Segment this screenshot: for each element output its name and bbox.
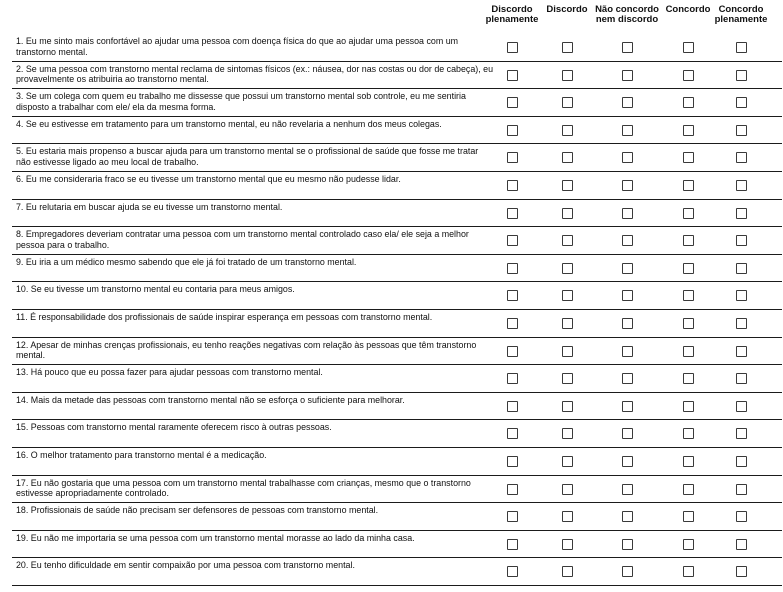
question-row <box>12 531 782 559</box>
answer-checkbox[interactable] <box>622 566 633 577</box>
question-row <box>12 144 782 172</box>
question-row <box>12 393 782 421</box>
answer-checkbox[interactable] <box>507 511 518 522</box>
answer-checkbox[interactable] <box>736 235 747 246</box>
question-row <box>12 420 782 448</box>
answer-checkbox[interactable] <box>736 318 747 329</box>
question-row <box>12 503 782 531</box>
answer-checkbox[interactable] <box>562 456 573 467</box>
answer-checkbox[interactable] <box>683 97 694 108</box>
answer-checkbox[interactable] <box>622 511 633 522</box>
answer-checkbox[interactable] <box>622 373 633 384</box>
answer-checkbox[interactable] <box>622 263 633 274</box>
question-list <box>12 34 782 586</box>
answer-checkbox[interactable] <box>736 263 747 274</box>
column-header: Não concordo nem discordo <box>595 4 659 25</box>
answer-checkbox[interactable] <box>622 97 633 108</box>
answer-checkbox[interactable] <box>507 539 518 550</box>
answer-checkbox[interactable] <box>736 97 747 108</box>
column-header: Concordo plenamente <box>714 4 768 25</box>
answer-checkbox[interactable] <box>562 346 573 357</box>
answer-checkbox[interactable] <box>736 428 747 439</box>
answer-checkbox[interactable] <box>622 125 633 136</box>
answer-checkbox[interactable] <box>507 290 518 301</box>
answer-checkbox[interactable] <box>562 428 573 439</box>
question-text: 2. Se uma pessoa com transtorno mental reclama de sintomas físicos (ex.: náusea, dor nas costas ou dor de cabeça), eu provavelmente os atribuiria ao transtorno mental. <box>16 63 494 85</box>
answer-checkbox[interactable] <box>507 346 518 357</box>
answer-checkbox[interactable] <box>622 42 633 53</box>
answer-checkbox[interactable] <box>622 70 633 81</box>
answer-checkbox[interactable] <box>683 373 694 384</box>
question-row <box>12 365 782 393</box>
answer-checkbox[interactable] <box>736 346 747 357</box>
answer-checkbox[interactable] <box>683 511 694 522</box>
answer-checkbox[interactable] <box>736 566 747 577</box>
answer-checkbox[interactable] <box>507 208 518 219</box>
answer-checkbox[interactable] <box>683 70 694 81</box>
answer-checkbox[interactable] <box>562 235 573 246</box>
answer-checkbox[interactable] <box>507 428 518 439</box>
answer-checkbox[interactable] <box>683 42 694 53</box>
column-header: Discordo <box>546 4 588 15</box>
answer-checkbox[interactable] <box>562 539 573 550</box>
question-text: 13. Há pouco que eu possa fazer para ajudar pessoas com transtorno mental. <box>16 367 323 378</box>
answer-checkbox[interactable] <box>683 484 694 495</box>
question-text: 6. Eu me consideraria fraco se eu tivesse um transtorno mental que eu mesmo não pudesse lidar. <box>16 173 401 184</box>
answer-checkbox[interactable] <box>736 208 747 219</box>
question-text: 4. Se eu estivesse em tratamento para um transtorno mental, eu não revelaria a nenhum dos meus colegas. <box>16 118 442 129</box>
answer-checkbox[interactable] <box>683 428 694 439</box>
answer-checkbox[interactable] <box>507 456 518 467</box>
answer-checkbox[interactable] <box>562 566 573 577</box>
answer-checkbox[interactable] <box>507 318 518 329</box>
answer-checkbox[interactable] <box>507 566 518 577</box>
question-text: 12. Apesar de minhas crenças profissionais, eu tenho reações negativas com relação às pessoas que têm transtorno mental. <box>16 339 477 361</box>
answer-checkbox[interactable] <box>622 428 633 439</box>
answer-checkbox[interactable] <box>562 208 573 219</box>
column-header: Discordo plenamente <box>485 4 539 25</box>
answer-checkbox[interactable] <box>507 97 518 108</box>
answer-checkbox[interactable] <box>507 373 518 384</box>
answer-checkbox[interactable] <box>736 456 747 467</box>
answer-checkbox[interactable] <box>562 180 573 191</box>
question-text: 9. Eu iria a um médico mesmo sabendo que ele já foi tratado de um transtorno mental. <box>16 256 357 267</box>
answer-checkbox[interactable] <box>562 401 573 412</box>
answer-checkbox[interactable] <box>507 484 518 495</box>
answer-checkbox[interactable] <box>562 152 573 163</box>
answer-checkbox[interactable] <box>736 180 747 191</box>
answer-checkbox[interactable] <box>736 125 747 136</box>
column-header-row <box>0 0 783 34</box>
answer-checkbox[interactable] <box>562 373 573 384</box>
answer-checkbox[interactable] <box>622 318 633 329</box>
answer-checkbox[interactable] <box>683 180 694 191</box>
answer-checkbox[interactable] <box>622 539 633 550</box>
answer-checkbox[interactable] <box>562 484 573 495</box>
answer-checkbox[interactable] <box>622 235 633 246</box>
answer-checkbox[interactable] <box>683 346 694 357</box>
answer-checkbox[interactable] <box>683 235 694 246</box>
answer-checkbox[interactable] <box>622 180 633 191</box>
question-row <box>12 62 782 90</box>
answer-checkbox[interactable] <box>622 401 633 412</box>
question-row <box>12 448 782 476</box>
answer-checkbox[interactable] <box>736 539 747 550</box>
answer-checkbox[interactable] <box>562 125 573 136</box>
answer-checkbox[interactable] <box>736 401 747 412</box>
answer-checkbox[interactable] <box>622 152 633 163</box>
question-text: 14. Mais da metade das pessoas com transtorno mental não se esforça o suficiente para melhorar. <box>16 394 405 405</box>
answer-checkbox[interactable] <box>622 484 633 495</box>
question-row <box>12 200 782 228</box>
answer-checkbox[interactable] <box>683 318 694 329</box>
answer-checkbox[interactable] <box>622 456 633 467</box>
question-row <box>12 558 782 586</box>
question-row <box>12 89 782 117</box>
answer-checkbox[interactable] <box>562 263 573 274</box>
answer-checkbox[interactable] <box>736 290 747 301</box>
question-row <box>12 172 782 200</box>
answer-checkbox[interactable] <box>507 263 518 274</box>
question-text: 10. Se eu tivesse um transtorno mental eu contaria para meus amigos. <box>16 284 295 295</box>
answer-checkbox[interactable] <box>683 456 694 467</box>
answer-checkbox[interactable] <box>683 401 694 412</box>
answer-checkbox[interactable] <box>507 180 518 191</box>
answer-checkbox[interactable] <box>562 42 573 53</box>
question-text: 3. Se um colega com quem eu trabalho me dissesse que possui um transtorno mental sob controle, eu me sentiria disposto a trabalhar com ele/ ela da mesma forma. <box>16 91 466 112</box>
answer-checkbox[interactable] <box>622 346 633 357</box>
question-text: 15. Pessoas com transtorno mental raramente oferecem risco à outras pessoas. <box>16 422 332 433</box>
question-row <box>12 117 782 145</box>
answer-checkbox[interactable] <box>507 401 518 412</box>
answer-checkbox[interactable] <box>683 125 694 136</box>
column-header: Concordo <box>665 4 711 15</box>
question-text: 20. Eu tenho dificuldade em sentir compaixão por uma pessoa com transtorno mental. <box>16 560 355 571</box>
question-text: 11. É responsabilidade dos profissionais de saúde inspirar esperança em pessoas com transtorno mental. <box>16 311 433 322</box>
answer-checkbox[interactable] <box>683 152 694 163</box>
answer-checkbox[interactable] <box>622 208 633 219</box>
answer-checkbox[interactable] <box>507 235 518 246</box>
question-text: 18. Profissionais de saúde não precisam ser defensores de pessoas com transtorno mental. <box>16 505 379 516</box>
answer-checkbox[interactable] <box>683 290 694 301</box>
question-text: 19. Eu não me importaria se uma pessoa com um transtorno mental morasse ao lado da minha casa. <box>16 532 415 543</box>
answer-checkbox[interactable] <box>683 566 694 577</box>
question-text: 17. Eu não gostaria que uma pessoa com um transtorno mental trabalhasse com crianças, mesmo que o transtorno estivesse apropriadamente controlado. <box>16 477 471 499</box>
question-row <box>12 34 782 62</box>
answer-checkbox[interactable] <box>736 42 747 53</box>
question-text: 7. Eu relutaria em buscar ajuda se eu tivesse um transtorno mental. <box>16 201 283 212</box>
answer-checkbox[interactable] <box>683 263 694 274</box>
question-text: 8. Empregadores deveriam contratar uma pessoa com um transtorno mental controlado caso ela/ ele seja a melhor pessoa para o trabalho. <box>16 229 469 250</box>
answer-checkbox[interactable] <box>736 152 747 163</box>
answer-checkbox[interactable] <box>507 152 518 163</box>
question-text: 5. Eu estaria mais propenso a buscar ajuda para um transtorno mental se o profissional de saúde que fosse me tratar não estivesse ligado ao meu local de trabalho. <box>16 146 479 167</box>
question-row <box>12 310 782 338</box>
question-text: 1. Eu me sinto mais confortável ao ajudar uma pessoa com doença física do que ao ajudar uma pessoa com um transtorno mental. <box>16 36 459 57</box>
answer-checkbox[interactable] <box>562 70 573 81</box>
answer-checkbox[interactable] <box>507 70 518 81</box>
answer-checkbox[interactable] <box>683 539 694 550</box>
answer-checkbox[interactable] <box>736 511 747 522</box>
question-row <box>12 282 782 310</box>
answer-checkbox[interactable] <box>736 484 747 495</box>
question-row <box>12 476 782 504</box>
answer-checkbox[interactable] <box>562 290 573 301</box>
answer-checkbox[interactable] <box>736 373 747 384</box>
answer-checkbox[interactable] <box>736 70 747 81</box>
question-row <box>12 227 782 255</box>
answer-checkbox[interactable] <box>562 97 573 108</box>
answer-checkbox[interactable] <box>683 208 694 219</box>
answer-checkbox[interactable] <box>562 511 573 522</box>
question-row <box>12 255 782 283</box>
answer-checkbox[interactable] <box>507 42 518 53</box>
answer-checkbox[interactable] <box>622 290 633 301</box>
question-row <box>12 338 782 366</box>
answer-checkbox[interactable] <box>562 318 573 329</box>
answer-checkbox[interactable] <box>507 125 518 136</box>
question-text: 16. O melhor tratamento para transtorno mental é a medicação. <box>16 449 267 460</box>
